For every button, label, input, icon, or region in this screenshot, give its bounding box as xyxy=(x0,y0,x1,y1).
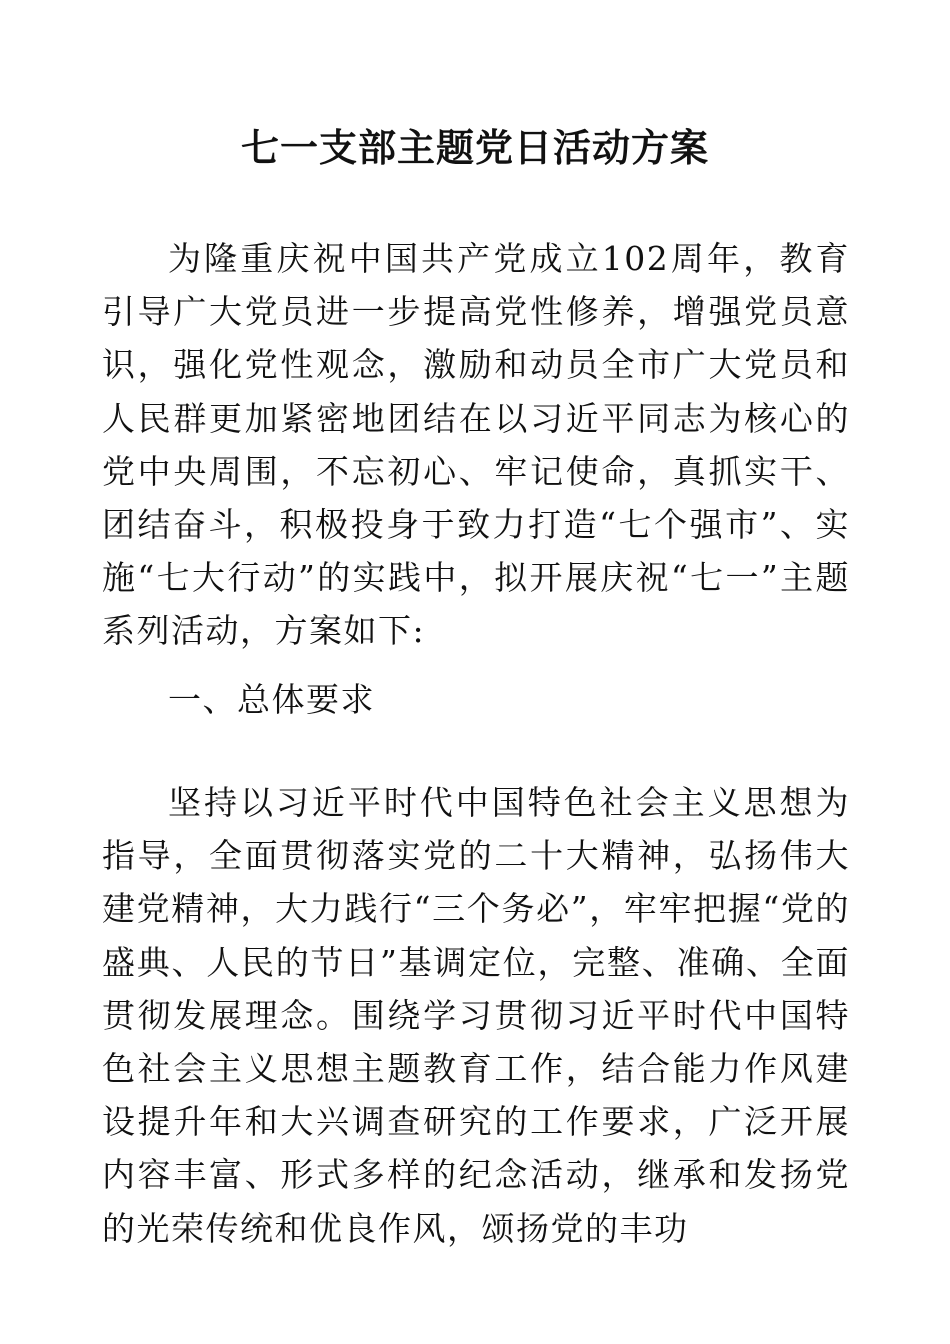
document-title: 七一支部主题党日活动方案 xyxy=(240,125,709,170)
section-heading-overall-requirements: 一、总体要求 xyxy=(168,680,375,719)
intro-paragraph: 为隆重庆祝中国共产党成立102周年，教育引导广大党员进一步提高党性修养，增强党员意识，强化党性观念，激励和动员全市广大党员和人民群更加紧密地团结在以习近平同志为核心的党中央周围，不忘初心、牢记使命，真抓实干、团结奋斗，积极投身于致力打造“七个强市”、实施“七大行动”的实践中，拟开展庆祝“七一”主题系列活动，方案如下: xyxy=(102,239,850,651)
overall-requirements-paragraph: 坚持以习近平时代中国特色社会主义思想为指导，全面贯彻落实党的二十大精神，弘扬伟大建党精神，大力践行“三个务必”，牢牢把握“党的盛典、人民的节日”基调定位，完整、准确、全面贯彻发展理念。围绕学习贯彻习近平时代中国特色社会主义思想主题教育工作，结合能力作风建设提升年和大兴调查研究的工作要求，广泛开展内容丰富、形式多样的纪念活动，继承和发扬党的光荣传统和优良作风，颂扬党的丰功 xyxy=(102,783,850,1248)
